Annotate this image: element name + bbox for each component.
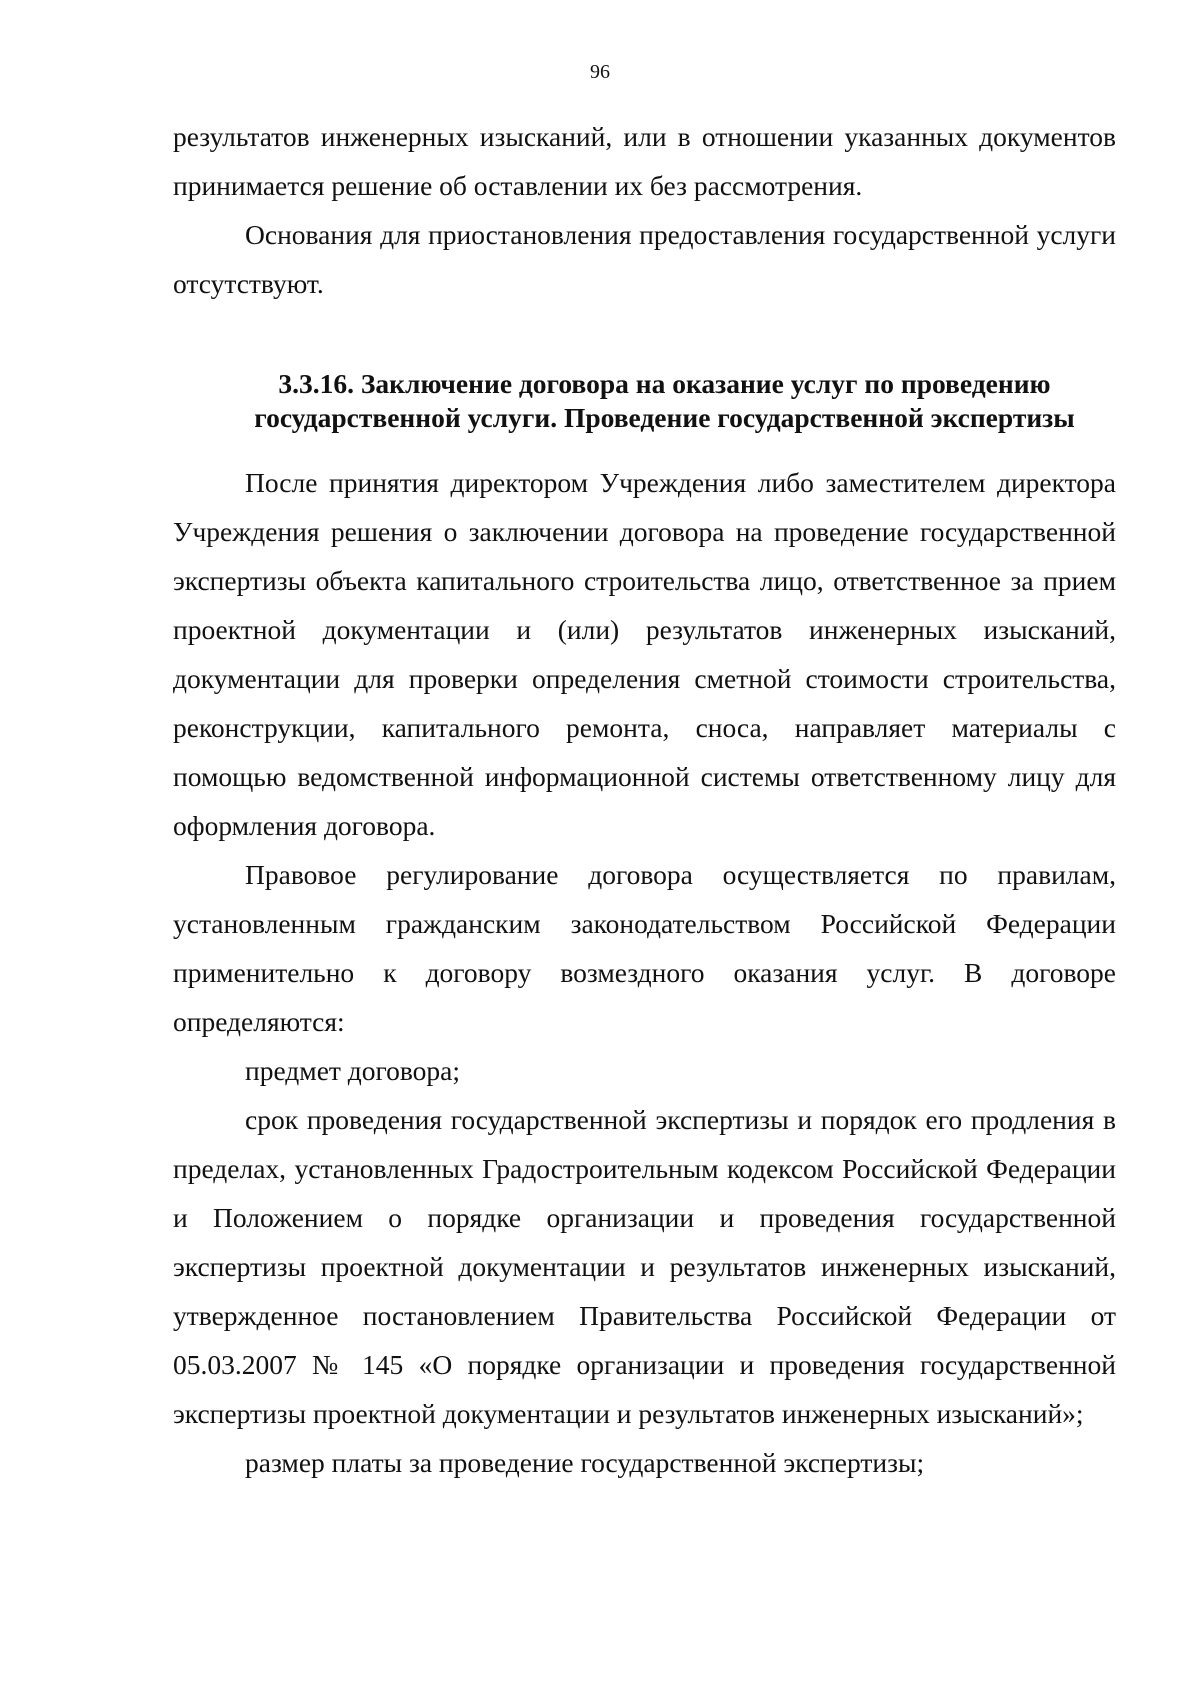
paragraph-continuation: результатов инженерных изысканий, или в отношении указанных документов принимается решение об оставлении их без рассмотрения. <box>173 121 1116 201</box>
list-item-expertise-term: срок проведения государственной экспертизы и порядок его продления в пределах, установленных Градостроительным кодексом Российской Федерации и Положением о порядке организации и проведения государственной экспертизы проектной документации и результатов инженерных изысканий, утвержденное постановлением Правительства Российской Федерации от 05.03.2007 № 145 «О порядке организации и проведения государственной экспертизы проектной документации и результатов инженерных изысканий»; <box>173 1104 1116 1429</box>
list-item-contract-subject: предмет договора; <box>245 1055 461 1086</box>
paragraph-legal-regulation: Правовое регулирование договора осуществляется по правилам, установленным гражданским законодательством Российской Федерации применительно к договору возмездного оказания услуг. В договоре определяются: <box>173 859 1116 1037</box>
section-heading-line-2: государственной услуги. Проведение государственной экспертизы <box>254 402 1075 433</box>
page-content <box>173 112 1116 1487</box>
paragraph-contract-preparation: После принятия директором Учреждения либо заместителем директора Учреждения решения о заключении договора на проведение государственной экспертизы объекта капитального строительства лицо, ответственное за прием проектной документации и (или) результатов инженерных изысканий, документации для проверки определения сметной стоимости строительства, реконструкции, капитального ремонта, сноса, направляет материалы с помощью ведомственной информационной системы ответственному лицу для оформления договора. <box>173 467 1116 841</box>
spacer <box>173 308 1116 367</box>
section-heading-line-1: 3.3.16. Заключение договора на оказание услуг по проведению <box>278 368 1051 399</box>
list-item-fee-amount: размер платы за проведение государственной экспертизы; <box>245 1447 925 1478</box>
paragraph-no-suspension-grounds: Основания для приостановления предоставления государственной услуги отсутствуют. <box>173 219 1116 299</box>
page-number: 96 <box>590 61 610 83</box>
spacer <box>173 435 1116 458</box>
section-heading <box>173 367 1116 435</box>
